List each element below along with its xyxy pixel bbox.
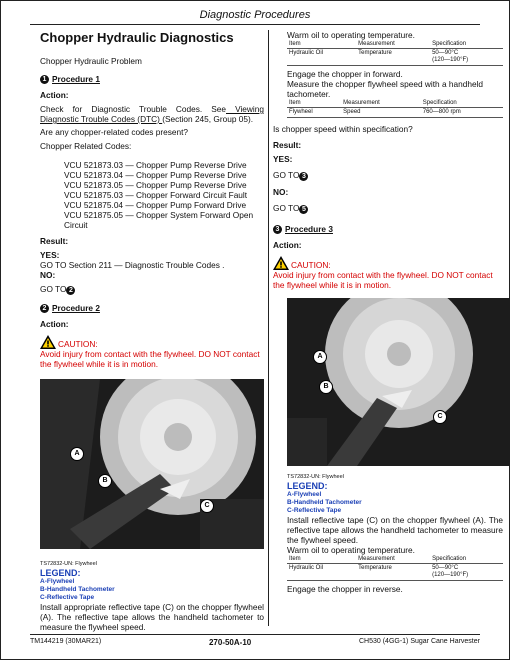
measure-speed-text: Measure the chopper flywheel speed with a handheld tachometer.	[287, 79, 484, 99]
install-tape-text: Install appropriate reflective tape (C) on the chopper flywheel (A). The reflective tape allows the handheld tachometer to measure the flywheel speed.	[40, 602, 264, 632]
install-tape-text: Install reflective tape (C) on the chopper flywheel (A). The reflective tape allows the handheld tachometer to measure the flywheel speed.	[287, 515, 503, 545]
action-label: Action:	[273, 240, 302, 250]
goto-step-icon: 5	[299, 205, 308, 214]
legend-item: B-Handheld Tachometer	[40, 586, 115, 593]
code-item: VCU 521873.04 — Chopper Pump Reverse Drive	[64, 170, 247, 180]
warning-triangle-icon	[273, 256, 289, 270]
procedure-2-label: Procedure 2	[52, 303, 100, 313]
figure-caption: TS72832-UN: Flywheel	[287, 474, 344, 480]
callout-b: B	[319, 380, 333, 394]
procedure-3-label: Procedure 3	[285, 224, 333, 234]
callout-a: A	[313, 350, 327, 364]
legend-title: LEGEND:	[287, 481, 328, 491]
caution-text: Avoid injury from contact with the flywheel. DO NOT contact the flywheel while it is in motion.	[40, 349, 260, 369]
yes-label: YES:	[40, 250, 60, 260]
result-label: Result:	[40, 236, 69, 246]
procedure-3-heading	[273, 224, 503, 234]
no-label: NO:	[40, 270, 56, 280]
caution-heading	[273, 256, 503, 270]
warm-oil-text: Warm oil to operating temperature.	[287, 30, 415, 40]
column-divider	[268, 30, 269, 626]
procedure-2-heading	[40, 303, 264, 313]
step-number-icon: 2	[40, 304, 49, 313]
yes-label: YES:	[273, 154, 293, 164]
goto-step-icon: 2	[66, 286, 75, 295]
check-dtc-text: Check for Diagnostic Trouble Codes. See Viewing Diagnostic Trouble Codes (DTC) (Section 245, Group 05).	[40, 104, 264, 124]
no-label: NO:	[273, 187, 289, 197]
procedure-1-heading	[40, 74, 264, 84]
codes-list	[64, 160, 264, 230]
left-column	[40, 30, 264, 632]
section-subtitle: Chopper Hydraulic Problem	[40, 56, 142, 66]
section-title: Chopper Hydraulic Diagnostics	[40, 30, 234, 45]
figure-caption: TS72832-UN: Flywheel	[40, 561, 97, 567]
legend-title: LEGEND:	[40, 568, 81, 578]
caution-text: Avoid injury from contact with the flywheel. DO NOT contact the flywheel while it is in motion.	[273, 270, 493, 290]
callout-b: B	[98, 474, 112, 488]
codes-label: Chopper Related Codes:	[40, 141, 132, 151]
legend-item: A-Flywheel	[287, 491, 322, 498]
code-item: VCU 521875.04 — Chopper Pump Forward Drive	[64, 200, 247, 210]
caution-heading	[40, 335, 264, 349]
dtc-link[interactable]: Viewing Diagnostic Trouble Codes (DTC)	[40, 104, 264, 124]
action-label: Action:	[40, 90, 69, 100]
footer-page-number: 270-50A-10	[208, 638, 252, 647]
action-label: Action:	[40, 319, 69, 329]
caution-label: CAUTION:	[291, 260, 331, 270]
legend-item: B-Handheld Tachometer	[287, 499, 362, 506]
goto-step-icon: 3	[299, 172, 308, 181]
page-footer	[30, 634, 480, 647]
question-text: Are any chopper-related codes present?	[40, 127, 189, 137]
callout-c: C	[200, 499, 214, 513]
flywheel-photo	[40, 379, 264, 549]
code-item: VCU 521873.05 — Chopper Pump Reverse Drive	[64, 180, 247, 190]
no-goto: GO TO 2	[40, 284, 264, 295]
legend-item: C-Reflective Tape	[40, 594, 95, 601]
warning-triangle-icon	[40, 335, 56, 349]
yes-goto: GO TO 3	[273, 170, 503, 181]
callout-a: A	[70, 447, 84, 461]
code-item: VCU 521875.05 — Chopper System Forward Open Circuit	[64, 210, 254, 230]
legend-item: C-Reflective Tape	[287, 507, 342, 514]
flywheel-photo	[287, 298, 510, 466]
engage-forward-text: Engage the chopper in forward.	[287, 69, 403, 79]
oil-temp-spec-table: Item Measurement Specification Hydraulic Oil Temperature 50—90°C (120—190°F)	[287, 41, 503, 66]
right-column	[273, 30, 503, 594]
caution-label: CAUTION:	[58, 339, 98, 349]
code-item: VCU 521875.03 — Chopper Forward Circuit Fault	[64, 190, 248, 200]
yes-goto: GO TO Section 211 — Diagnostic Trouble Codes .	[40, 260, 225, 270]
callout-c: C	[433, 410, 447, 424]
procedure-1-label: Procedure 1	[52, 74, 100, 84]
step-number-icon: 1	[40, 75, 49, 84]
engage-reverse-text: Engage the chopper in reverse.	[287, 584, 403, 594]
step-number-icon: 3	[273, 225, 282, 234]
oil-temp-spec-table: Item Measurement Specification Hydraulic Oil Temperature 50—90°C (120—190°F)	[287, 556, 503, 581]
code-item: VCU 521873.03 — Chopper Pump Reverse Drive	[64, 160, 247, 170]
footer-machine-name: CH530 (4GG-1) Sugar Cane Harvester	[358, 638, 480, 645]
legend-item: A-Flywheel	[40, 578, 75, 585]
page-header: Diagnostic Procedures	[30, 8, 480, 25]
footer-doc-id: TM144219 (30MAR21)	[30, 638, 102, 645]
question-text: Is chopper speed within specification?	[273, 124, 413, 134]
warm-oil-text: Warm oil to operating temperature.	[287, 545, 415, 555]
flywheel-speed-spec-table: Item Measurement Specification Flywheel Speed 760—800 rpm	[287, 100, 503, 118]
result-label: Result:	[273, 140, 302, 150]
no-goto: GO TO 5	[273, 203, 503, 214]
